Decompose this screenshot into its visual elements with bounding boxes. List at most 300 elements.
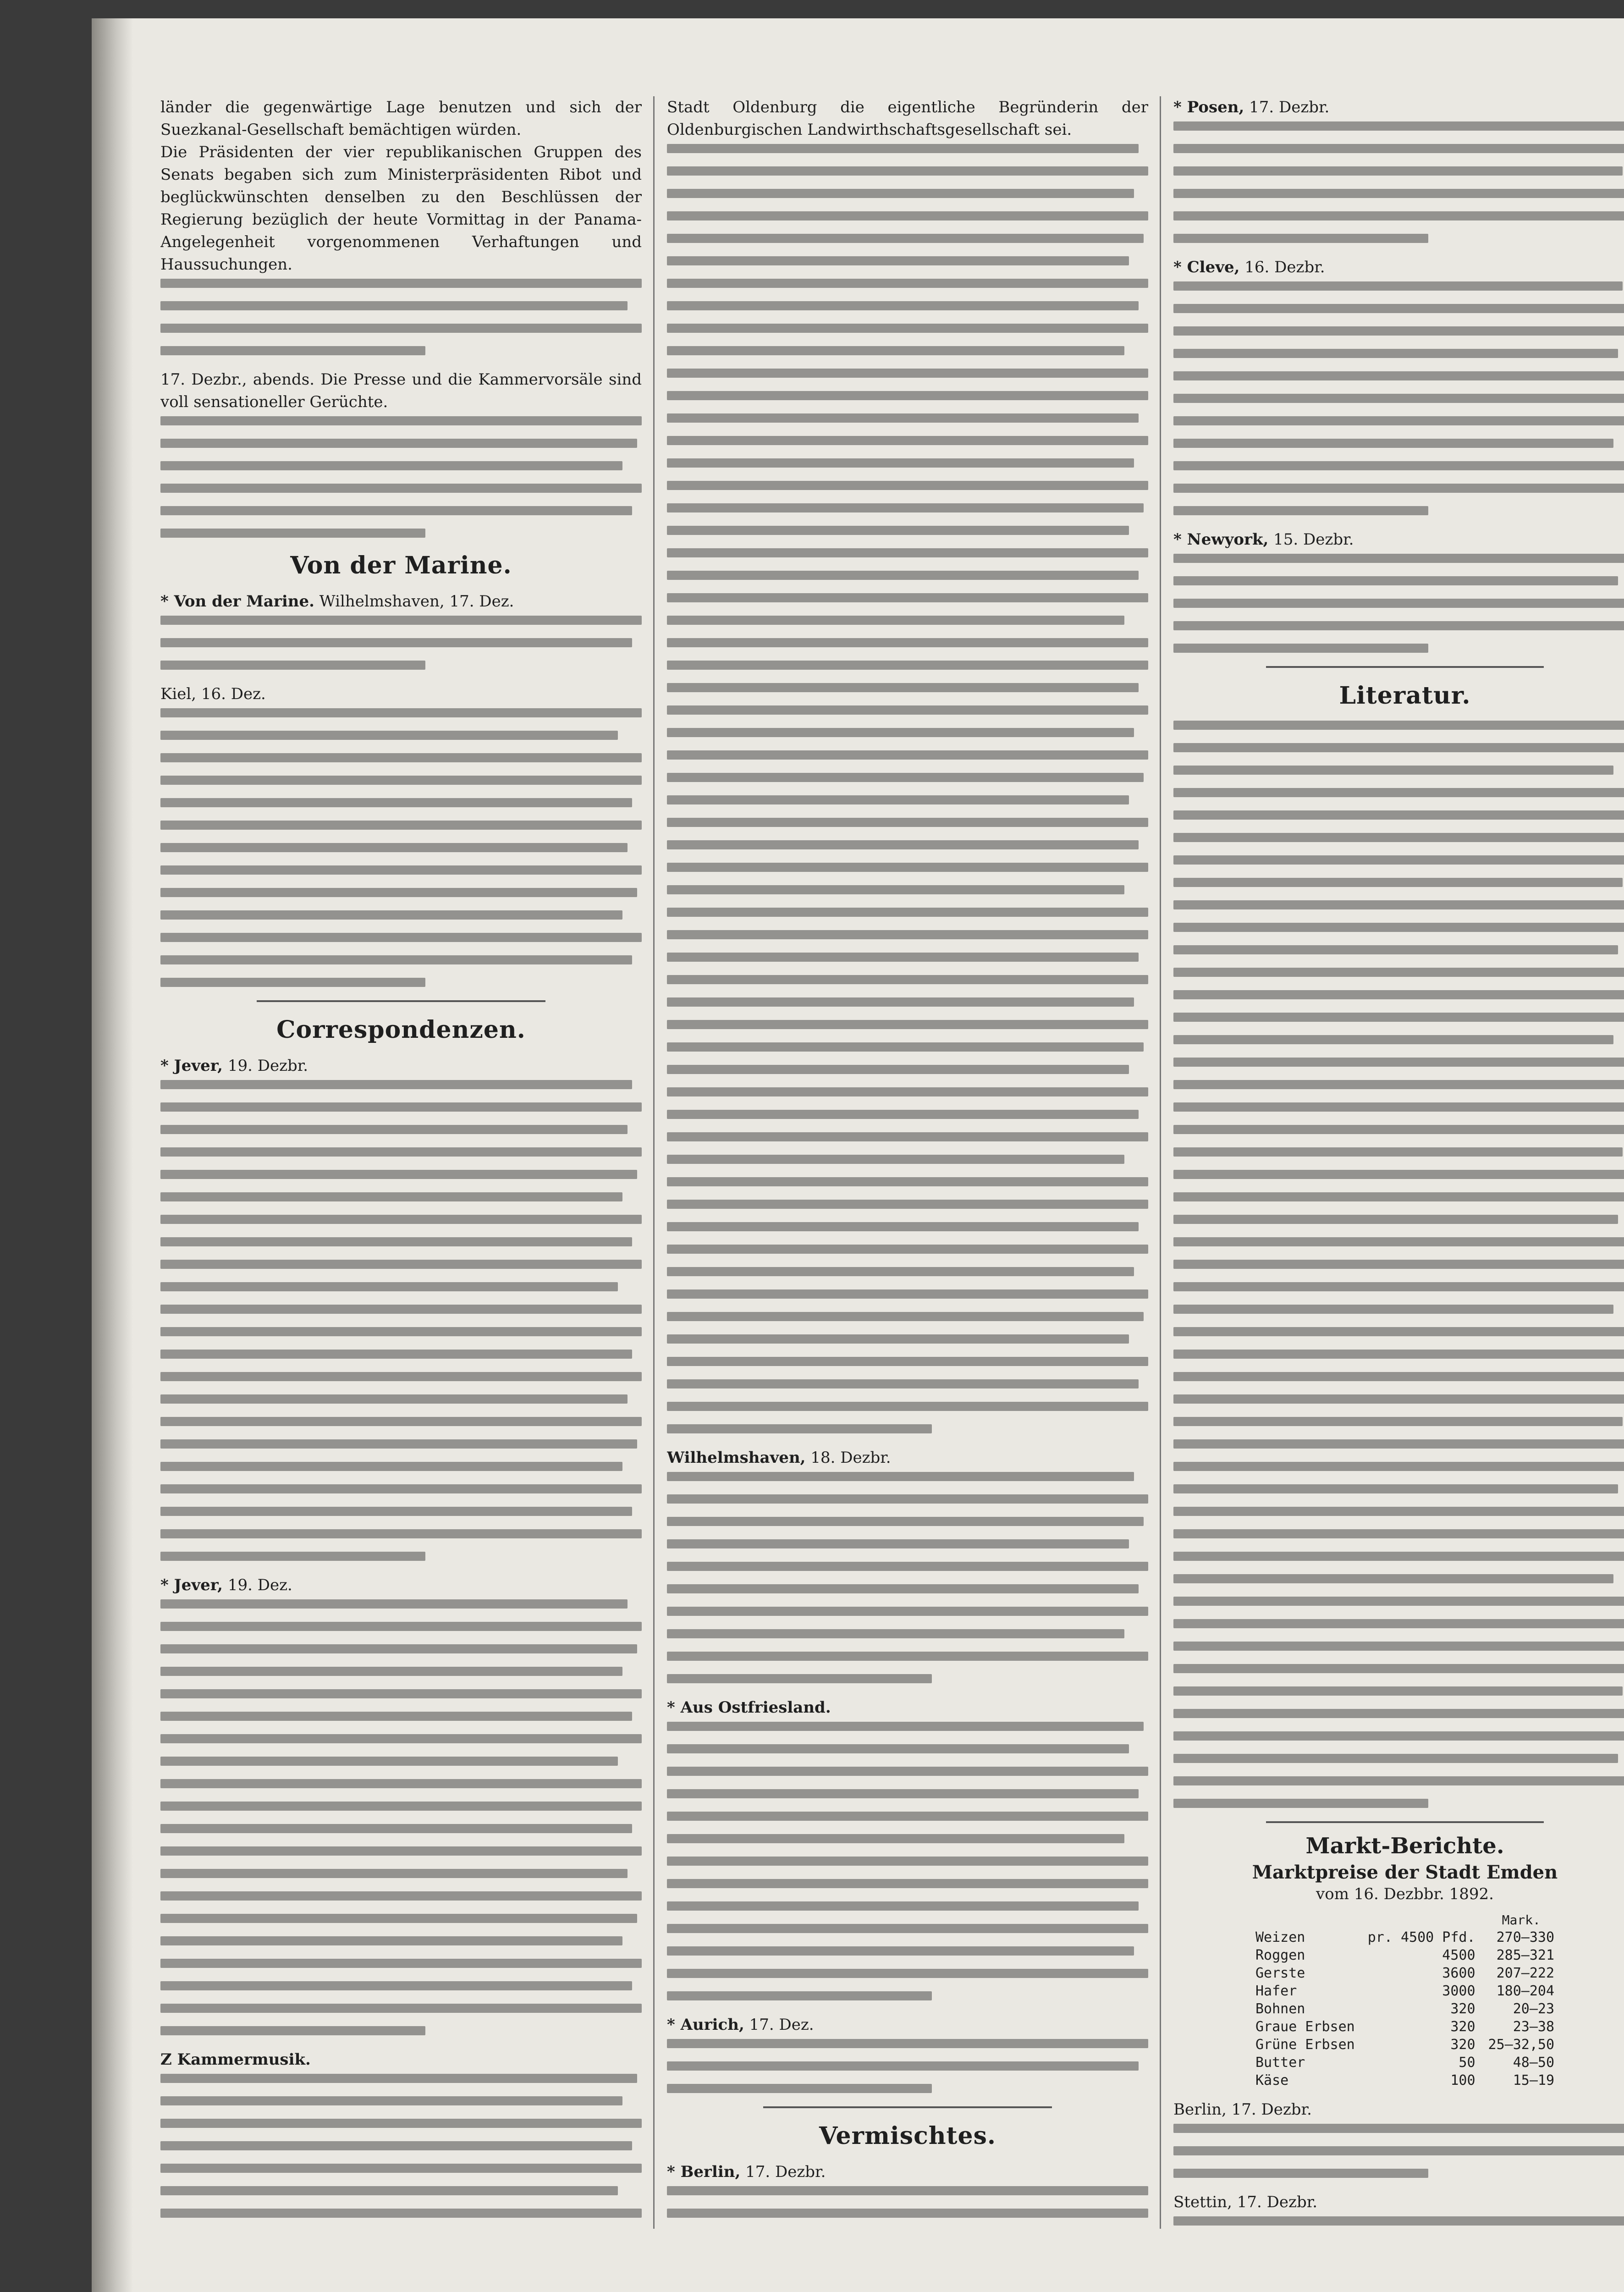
price-item: Graue Erbsen (1255, 2019, 1355, 2035)
text-line (160, 1102, 642, 1112)
article-text (667, 1447, 1148, 1469)
text-line (1173, 788, 1624, 797)
text-line (667, 1584, 1139, 1593)
text-line (667, 593, 1148, 602)
text-line (667, 526, 1129, 535)
text-line (667, 1629, 1124, 1638)
article-lead: * Von der Marine. (160, 592, 314, 611)
text-line (160, 1125, 628, 1134)
text-line (160, 661, 425, 670)
text-line (160, 1350, 632, 1359)
text-line (160, 1260, 642, 1269)
text-line (1173, 1035, 1613, 1044)
text-line (667, 930, 1148, 939)
price-qty: 4500 (1442, 1947, 1475, 1963)
text-line (1173, 1439, 1624, 1449)
text-line (667, 1289, 1148, 1299)
text-line (160, 439, 637, 448)
text-line (667, 997, 1134, 1007)
article-body: 19. Dez. (227, 1576, 292, 1594)
article-lead: Wilhelmshaven, (667, 1449, 806, 1467)
price-qty: 3000 (1442, 1983, 1475, 1999)
text-line (1173, 554, 1624, 563)
article-body: 17. Dez. (749, 2016, 814, 2034)
text-line (160, 1779, 642, 1788)
text-line (667, 1991, 932, 2000)
header-cell (1249, 1912, 1361, 1928)
text-line (667, 1901, 1139, 1911)
text-line (667, 503, 1144, 512)
text-line (1173, 189, 1624, 198)
text-line (667, 1607, 1148, 1616)
text-line (1173, 1237, 1624, 1246)
text-line (1173, 810, 1624, 820)
article-text (667, 2161, 1148, 2183)
text-line (1173, 1372, 1624, 1381)
text-line (160, 1981, 632, 1990)
article-text (1173, 2099, 1624, 2121)
text-line (1173, 1619, 1624, 1628)
article-body: Stadt Oldenburg die eigentliche Begründerin der Oldenburgischen Landwirthschaftsgesellschaft sei. (667, 98, 1148, 139)
price-qty: 320 (1450, 2001, 1475, 2017)
text-line (160, 1552, 425, 1561)
text-line (1173, 1013, 1624, 1022)
text-line (160, 1439, 637, 1449)
article-body: Die Präsidenten der vier republikanischen Gruppen des Senats begaben sich zum Ministerpräsidenten Ribot und beglückwünschten denselben zu den Beschlüssen der Regierung bezüglich der heute Vormittag in der Panama-Angelegenheit vorgenommenen Verhaftungen und Haussuchungen. (160, 143, 642, 274)
text-line (160, 2074, 637, 2083)
price-qty: 320 (1450, 2019, 1475, 2035)
section-separator (257, 1000, 545, 1002)
text-line (1173, 1080, 1624, 1089)
text-line (1173, 1462, 1624, 1471)
text-line (667, 1379, 1139, 1388)
article-text (160, 683, 642, 705)
column-2 (667, 96, 1148, 2229)
article-text (667, 96, 1148, 141)
text-line (1173, 1754, 1618, 1763)
text-line (1173, 743, 1624, 752)
article-text (160, 1055, 642, 1077)
article-text (1173, 96, 1624, 119)
text-line (160, 776, 642, 785)
text-line (667, 369, 1148, 378)
table-row (1249, 2000, 1561, 2018)
text-line (667, 705, 1148, 715)
text-line (1173, 644, 1428, 653)
market-report (1173, 1833, 1624, 2089)
text-line (160, 1417, 642, 1426)
text-line (667, 1177, 1148, 1186)
text-line (160, 1372, 642, 1381)
text-line (1173, 1799, 1428, 1808)
text-line (160, 1869, 628, 1878)
unreadable-text-lines (1173, 121, 1624, 243)
price-price: 180—204 (1496, 1983, 1555, 1999)
article-body: Stettin, 17. Dezbr. (1173, 2193, 1318, 2211)
text-line (1173, 506, 1428, 515)
text-line (667, 1946, 1134, 1956)
price-qty: 320 (1450, 2037, 1475, 2053)
text-line (667, 481, 1148, 490)
article-body: Kiel, 16. Dez. (160, 685, 266, 703)
text-line (160, 638, 632, 647)
table-row (1249, 1982, 1561, 2000)
unreadable-text-lines (160, 279, 642, 355)
text-line (667, 301, 1139, 310)
text-line (667, 2209, 1148, 2218)
text-line (667, 548, 1148, 557)
text-line (667, 661, 1148, 670)
column-rule (1160, 96, 1161, 2229)
text-line (1173, 211, 1624, 220)
text-line (160, 1080, 632, 1089)
text-line (160, 1846, 642, 1856)
text-line (1173, 371, 1624, 380)
unreadable-text-lines (160, 2074, 642, 2229)
text-line (160, 2096, 622, 2105)
text-line (1173, 990, 1624, 999)
article-body: 17. Dezbr. (745, 2163, 826, 2181)
text-line (160, 933, 642, 942)
article-body: 18. Dezbr. (810, 1449, 891, 1467)
text-line (1173, 2216, 1624, 2226)
text-line (1173, 2169, 1428, 2178)
text-line (160, 1305, 642, 1314)
table-row (1249, 2036, 1561, 2054)
text-line (1173, 1484, 1618, 1493)
text-line (160, 865, 642, 875)
text-line (667, 683, 1139, 692)
text-line (160, 1689, 642, 1698)
text-line (667, 1424, 932, 1433)
article-body: 17. Dezbr., abends. Die Presse und die Kammervorsäle sind voll sensationeller Gerüchte. (160, 370, 642, 411)
article-body: 19. Dezbr. (227, 1057, 308, 1075)
text-line (160, 1936, 622, 1945)
text-line (667, 458, 1134, 468)
text-line (160, 978, 425, 987)
text-line (160, 753, 642, 762)
text-line (160, 1914, 637, 1923)
text-line (1173, 439, 1613, 448)
text-line (1173, 766, 1613, 775)
text-line (667, 571, 1139, 580)
text-line (667, 1132, 1148, 1141)
text-line (1173, 1058, 1624, 1067)
article-lead: * Jever, (160, 1057, 223, 1075)
text-line (667, 1222, 1139, 1231)
unit-header: Mark. (1502, 1912, 1541, 1928)
text-line (667, 256, 1129, 265)
text-line (1173, 484, 1624, 493)
text-line (667, 1674, 932, 1683)
text-line (667, 728, 1134, 737)
table-row (1249, 1928, 1561, 1946)
article-text (160, 590, 642, 613)
text-line (667, 166, 1148, 176)
article-text (667, 2014, 1148, 2036)
text-line (1173, 281, 1623, 291)
article-body: 15. Dezbr. (1273, 530, 1354, 549)
text-line (1173, 1215, 1618, 1224)
text-line (1173, 1507, 1624, 1516)
text-line (160, 1192, 622, 1201)
text-line (160, 1170, 637, 1179)
unreadable-text-lines (1173, 554, 1624, 653)
price-item: Roggen (1255, 1947, 1305, 1963)
price-qty: 100 (1450, 2072, 1475, 2088)
text-line (160, 484, 642, 493)
text-line (1173, 833, 1624, 842)
text-line (667, 346, 1124, 355)
text-line (160, 1757, 618, 1766)
text-line (667, 953, 1139, 962)
text-line (667, 885, 1124, 894)
text-line (667, 1020, 1148, 1029)
price-price: 20—23 (1513, 2001, 1555, 2017)
unreadable-text-lines (160, 416, 642, 538)
text-line (1173, 1147, 1623, 1157)
text-line (1173, 1731, 1624, 1741)
text-line (667, 391, 1148, 400)
text-line (160, 2209, 642, 2218)
market-title: Markt-Berichte. (1305, 1833, 1504, 1859)
text-line (1173, 121, 1624, 131)
article-text (160, 369, 642, 413)
text-line (667, 2186, 1148, 2195)
text-line (1173, 166, 1623, 176)
text-line (667, 1357, 1148, 1366)
unreadable-text-lines (160, 1080, 642, 1561)
text-line (1173, 599, 1624, 608)
text-line (667, 2084, 932, 2093)
section-heading: Von der Marine. (290, 551, 512, 579)
unreadable-text-lines (160, 616, 642, 670)
text-line (667, 795, 1129, 804)
text-line (160, 301, 628, 310)
text-line (1173, 968, 1624, 977)
article-text (160, 2049, 642, 2071)
text-line (160, 1599, 628, 1609)
text-line (1173, 1305, 1613, 1314)
text-line (667, 773, 1144, 782)
text-line (667, 1472, 1134, 1481)
text-line (160, 2141, 632, 2150)
text-line (160, 616, 642, 625)
text-line (160, 416, 642, 425)
section-separator (1266, 666, 1544, 668)
price-price: 48—50 (1513, 2055, 1555, 2071)
unreadable-text-lines (667, 1472, 1148, 1683)
price-qty: 3600 (1442, 1965, 1475, 1981)
text-line (1173, 326, 1624, 336)
text-line (160, 2186, 618, 2195)
column-1 (160, 96, 642, 2229)
column-rule (653, 96, 655, 2229)
text-line (160, 1644, 637, 1653)
text-line (667, 2039, 1148, 2048)
price-table-header (1249, 1912, 1561, 1928)
text-line (160, 1484, 642, 1493)
text-line (160, 2004, 642, 2013)
text-line (667, 1087, 1148, 1096)
text-line (160, 798, 632, 807)
text-line (1173, 1260, 1624, 1269)
unreadable-text-lines (160, 708, 642, 987)
article-lead: Z Kammermusik. (160, 2050, 311, 2069)
text-line (667, 840, 1139, 849)
text-line (667, 750, 1148, 760)
text-line (1173, 394, 1624, 403)
text-line (667, 818, 1148, 827)
text-line (667, 908, 1148, 917)
text-line (667, 144, 1139, 153)
price-item: Weizen (1255, 1929, 1305, 1945)
unreadable-text-lines (667, 2039, 1148, 2093)
text-line (667, 1744, 1129, 1753)
text-line (667, 1402, 1148, 1411)
text-line (160, 1507, 632, 1516)
text-line (667, 279, 1148, 288)
market-subtitle: Marktpreise der Stadt Emden (1252, 1862, 1558, 1883)
unreadable-text-lines (1173, 2216, 1624, 2229)
text-line (1173, 144, 1624, 153)
text-line (1173, 1102, 1624, 1112)
price-table (1249, 1912, 1561, 2089)
text-line (1173, 900, 1624, 909)
text-line (1173, 576, 1618, 585)
text-line (1173, 923, 1624, 932)
table-row (1249, 1946, 1561, 1964)
section-heading: Literatur. (1339, 682, 1471, 710)
text-line (667, 234, 1144, 243)
text-line (1173, 1574, 1613, 1583)
text-line (160, 506, 632, 515)
text-line (160, 843, 628, 852)
text-line (1173, 855, 1624, 865)
text-line (667, 1267, 1134, 1276)
text-line (1173, 621, 1624, 630)
text-line (1173, 1417, 1623, 1426)
unreadable-text-lines (1173, 281, 1624, 515)
price-price: 285—321 (1496, 1947, 1555, 1963)
text-line (667, 1652, 1148, 1661)
article-lead: * Cleve, (1173, 258, 1240, 276)
text-line (667, 1110, 1139, 1119)
text-line (667, 1812, 1148, 1821)
text-line (667, 1722, 1144, 1731)
text-line (1173, 461, 1624, 470)
section-separator (763, 2106, 1052, 2108)
text-line (160, 955, 632, 964)
article-text (1173, 2191, 1624, 2214)
text-line (160, 1712, 632, 1721)
text-line (667, 1517, 1144, 1526)
price-price: 270—330 (1496, 1929, 1555, 1945)
section-heading: Correspondenzen. (276, 1016, 526, 1044)
text-line (1173, 1327, 1624, 1336)
text-line (160, 731, 618, 740)
price-qty: 50 (1459, 2055, 1475, 2071)
text-line (1173, 2124, 1624, 2133)
unreadable-text-lines (667, 1722, 1148, 2000)
article-lead: * Aurich, (667, 2016, 744, 2034)
text-line (160, 1394, 628, 1404)
price-price: 25—32,50 (1488, 2037, 1555, 2053)
text-line (667, 638, 1148, 647)
text-line (160, 1147, 642, 1157)
text-line (667, 1539, 1129, 1548)
text-line (667, 189, 1134, 198)
text-line (667, 1494, 1148, 1504)
text-line (1173, 304, 1624, 313)
price-item: Butter (1255, 2055, 1305, 2071)
text-line (160, 2164, 642, 2173)
table-row (1249, 2018, 1561, 2036)
text-line (1173, 1709, 1624, 1718)
text-line (1173, 1642, 1624, 1651)
article-body: länder die gegenwärtige Lage benutzen und sich der Suezkanal-Gesellschaft bemächtigen würden. (160, 98, 642, 139)
market-date: vom 16. Dezbbr. 1892. (1316, 1885, 1494, 1903)
text-line (160, 1215, 642, 1224)
article-lead: * Posen, (1173, 98, 1244, 116)
column-3 (1173, 96, 1624, 2229)
text-line (1173, 878, 1623, 887)
price-qty: pr. 4500 Pfd. (1367, 1929, 1475, 1945)
unreadable-text-lines (1173, 721, 1624, 1808)
text-line (1173, 1394, 1624, 1404)
price-item: Hafer (1255, 1983, 1297, 1999)
text-line (667, 863, 1148, 872)
text-line (1173, 1597, 1624, 1606)
text-line (160, 1622, 642, 1631)
text-line (1173, 349, 1618, 358)
article-text (160, 141, 642, 276)
text-line (667, 1969, 1148, 1978)
unreadable-text-lines (667, 144, 1148, 1433)
text-line (667, 1924, 1148, 1933)
text-line (1173, 945, 1618, 954)
text-line (1173, 1350, 1624, 1359)
text-line (160, 888, 637, 897)
text-line (1173, 1529, 1624, 1538)
text-line (667, 1245, 1148, 1254)
article-body: 17. Dezbr. (1249, 98, 1330, 116)
text-line (667, 616, 1124, 625)
table-row (1249, 1964, 1561, 1982)
text-line (1173, 1552, 1624, 1561)
text-line (667, 1562, 1148, 1571)
article-lead: * Aus Ostfriesland. (667, 1698, 831, 1717)
text-line (667, 1334, 1129, 1344)
text-line (667, 975, 1148, 984)
article-lead: * Newyork, (1173, 530, 1269, 549)
table-row (1249, 2072, 1561, 2089)
text-line (160, 708, 642, 717)
text-line (1173, 1170, 1624, 1179)
table-row (1249, 2054, 1561, 2072)
article-lead: * Jever, (160, 1576, 223, 1594)
text-line (667, 1042, 1144, 1052)
text-line (667, 1857, 1148, 1866)
text-line (160, 1237, 632, 1246)
text-line (1173, 1192, 1624, 1201)
text-line (1173, 1282, 1624, 1291)
text-line (160, 1667, 622, 1676)
text-line (160, 1959, 642, 1968)
price-item: Käse (1255, 2072, 1289, 2088)
header-cell (1361, 1912, 1482, 1928)
text-line (667, 1879, 1148, 1888)
